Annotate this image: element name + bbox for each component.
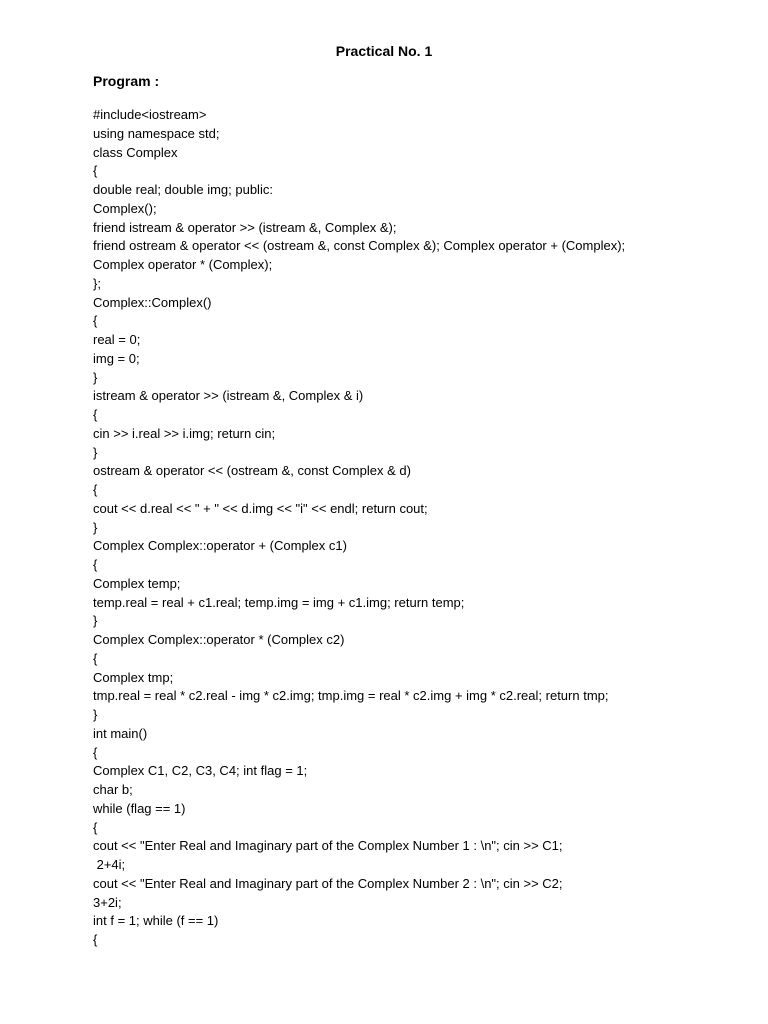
code-line: friend ostream & operator << (ostream &, const Complex &); Complex operator + (Complex); (93, 238, 626, 254)
code-line: { (93, 650, 98, 666)
code-line: ostream & operator << (ostream &, const Complex & d) (93, 463, 411, 479)
code-line: cout << d.real << " + " << d.img << "i" << endl; return cout; (93, 500, 428, 516)
code-line: 3+2i; (93, 894, 122, 910)
code-line: cout << "Enter Real and Imaginary part of the Complex Number 1 : \n"; cin >> C1; (93, 838, 563, 854)
code-line: { (93, 932, 98, 947)
code-line: { (93, 744, 98, 760)
code-line: int main() (93, 725, 148, 741)
code-line: Complex Complex::operator * (Complex c2) (93, 632, 345, 647)
code-line: while (flag == 1) (93, 800, 186, 816)
code-line: cin >> i.real >> i.img; return cin; (93, 425, 276, 441)
code-line: { (93, 557, 98, 572)
section-heading: Program : (93, 73, 160, 89)
code-block (93, 106, 753, 950)
code-line: }; (93, 275, 101, 291)
code-line: double real; double img; public: (93, 182, 273, 197)
code-line: 2+4i; (93, 857, 126, 872)
code-line: { (93, 819, 98, 835)
code-line: tmp.real = real * c2.real - img * c2.img; tmp.img = real * c2.img + img * c2.real; return tmp; (93, 688, 609, 704)
code-line: real = 0; (93, 332, 141, 347)
code-line: int f = 1; while (f == 1) (93, 913, 219, 929)
code-line: cout << "Enter Real and Imaginary part of the Complex Number 2 : \n"; cin >> C2; (93, 875, 563, 891)
code-line: Complex C1, C2, C3, C4; int flag = 1; (93, 763, 308, 779)
code-line: Complex temp; (93, 575, 181, 591)
code-line: } (93, 369, 98, 385)
code-line: Complex Complex::operator + (Complex c1) (93, 538, 347, 554)
code-line: temp.real = real + c1.real; temp.img = img + c1.img; return temp; (93, 594, 465, 610)
code-line: { (93, 407, 98, 422)
code-line: } (93, 613, 98, 629)
code-line: } (93, 707, 98, 722)
code-line: Complex tmp; (93, 669, 174, 685)
code-line: Complex::Complex() (93, 294, 212, 310)
page-title: Practical No. 1 (335, 43, 433, 59)
code-line: #include<iostream> (93, 107, 207, 122)
code-line: Complex operator * (Complex); (93, 257, 273, 272)
code-line: Complex(); (93, 200, 157, 216)
code-line: img = 0; (93, 350, 140, 366)
code-line: using namespace std; (93, 125, 220, 141)
code-line: } (93, 519, 98, 535)
code-line: { (93, 163, 98, 179)
code-line: char b; (93, 782, 133, 797)
code-line: friend istream & operator >> (istream &, Complex &); (93, 219, 397, 235)
code-line: } (93, 444, 98, 460)
code-line: istream & operator >> (istream &, Complex & i) (93, 388, 364, 404)
code-line: { (93, 482, 98, 497)
code-line: { (93, 313, 98, 329)
code-line: class Complex (93, 144, 178, 160)
